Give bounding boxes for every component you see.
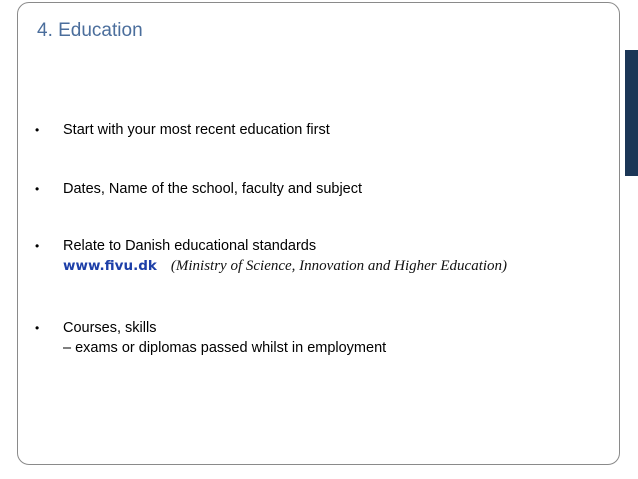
ministry-note: (Ministry of Science, Innovation and Higher Education) [170, 258, 508, 274]
bullet-icon: • [35, 239, 40, 253]
bullet-subtext: – exams or diplomas passed whilst in employment [63, 340, 387, 356]
slide-frame [17, 2, 620, 465]
bullet-text: Start with your most recent education first [63, 122, 330, 138]
bullet-text: Relate to Danish educational standards [63, 238, 317, 254]
bullet-text: Dates, Name of the school, faculty and subject [63, 181, 363, 197]
bullet-icon: • [35, 123, 40, 137]
side-accent-bar [625, 50, 638, 176]
bullet-icon: • [35, 182, 40, 196]
bullet-text-block [63, 318, 386, 358]
bullet-link-line [63, 256, 507, 276]
bullet-text: Courses, skills [63, 320, 157, 336]
fivu-link[interactable]: www.fivu.dk [63, 258, 157, 274]
bullet-icon: • [35, 321, 40, 335]
slide-title: 4. Education [37, 20, 143, 41]
bullet-text-block [63, 236, 507, 276]
